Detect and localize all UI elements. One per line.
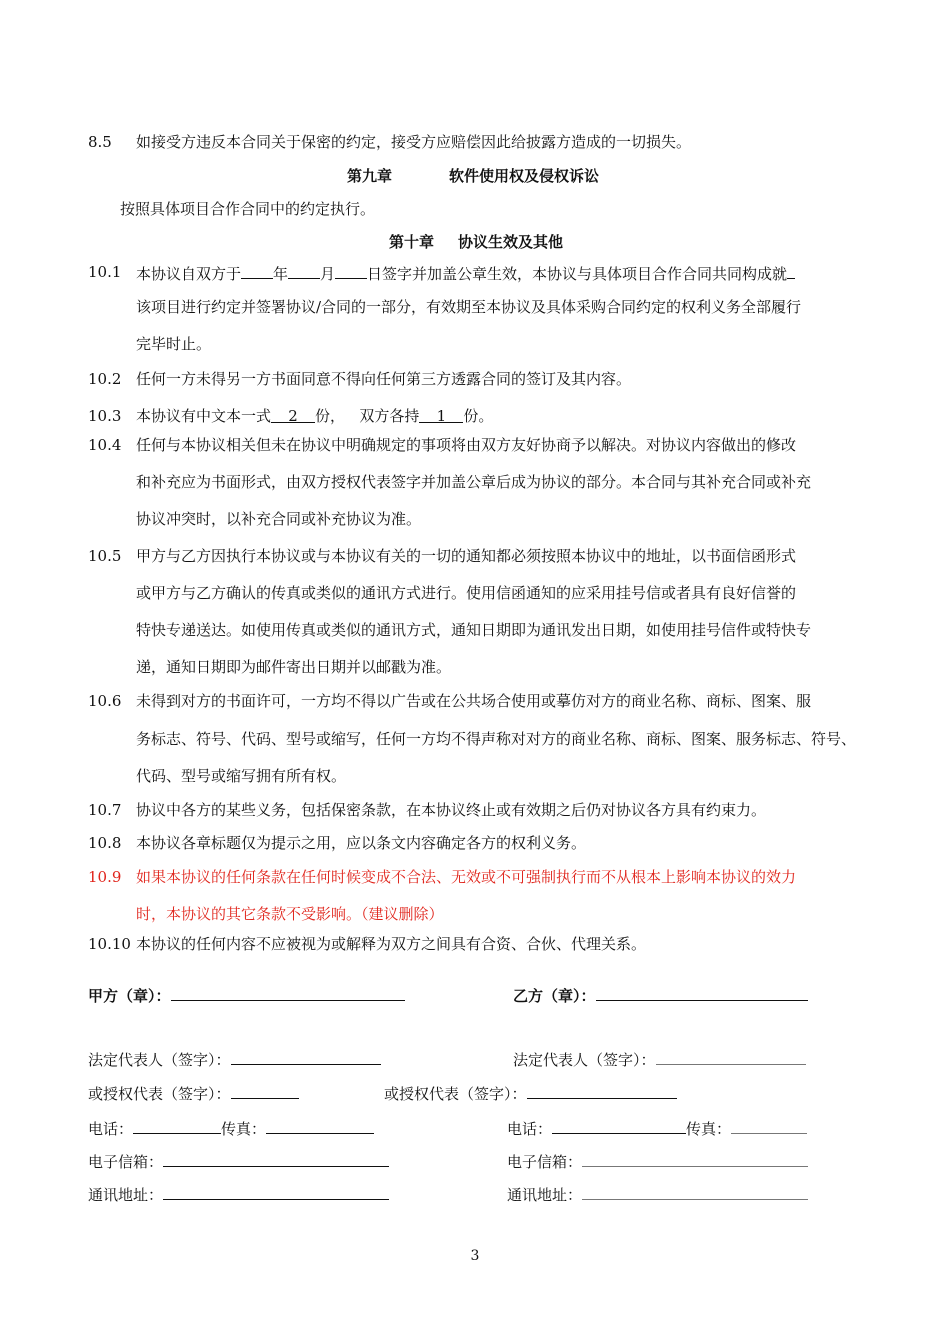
copies-each: 1 xyxy=(419,406,463,423)
clause-text-part: 日签字并加盖公章生效，本协议与具体项目合作合同共同构成就 xyxy=(367,265,788,283)
party-b-seal-field[interactable] xyxy=(596,985,808,1001)
clause-text: 协议冲突时，以补充合同或补充协议为准。 xyxy=(136,510,422,528)
party-b-legal-rep-field[interactable] xyxy=(656,1049,806,1065)
party-b-phone-field[interactable] xyxy=(552,1118,686,1134)
clause-text: 或甲方与乙方确认的传真或类似的通讯方式进行。使用信函通知的应采用挂号信或者具有良好信誉的 xyxy=(136,584,797,602)
party-b-phone-label: 电话： xyxy=(507,1120,553,1138)
party-a-legal-rep-label: 法定代表人（签字）： xyxy=(88,1051,231,1069)
party-a-seal-label: 甲方（章）： xyxy=(88,987,171,1005)
party-b-legal-rep-label: 法定代表人（签字）： xyxy=(513,1051,656,1069)
blank-month xyxy=(288,262,320,279)
clause-text: 未得到对方的书面许可，一方均不得以广告或在公共场合使用或摹仿对方的商业名称、商标、图案、服 xyxy=(136,692,812,710)
clause-text: 本协议各章标题仅为提示之用，应以条文内容确定各方的权利义务。 xyxy=(136,834,587,852)
page-number: 3 xyxy=(470,1248,480,1264)
party-b-seal-row xyxy=(513,985,808,1006)
clause-text: 协议中各方的某些义务，包括保密条款，在本协议终止或有效期之后仍对协议各方具有约束力。 xyxy=(136,801,767,819)
party-b-email-label: 电子信箱： xyxy=(507,1153,583,1171)
chapter-subtitle: 协议生效及其他 xyxy=(458,233,564,251)
chapter-body: 按照具体项目合作合同中的约定执行。 xyxy=(120,200,376,218)
party-a-legal-rep-field[interactable] xyxy=(231,1049,381,1065)
clause-text: 代码、型号或缩写拥有所有权。 xyxy=(136,767,347,785)
party-a-seal-row xyxy=(88,985,405,1006)
clause-number: 10.3 xyxy=(88,407,122,425)
party-a-email-label: 电子信箱： xyxy=(88,1153,164,1171)
clause-text-part: 本协议自双方于 xyxy=(136,265,242,283)
party-a-fax-field[interactable] xyxy=(266,1118,374,1134)
blank-trailing xyxy=(787,262,795,279)
clause-text: 如接受方违反本合同关于保密的约定，接受方应赔偿因此给披露方造成的一切损失。 xyxy=(136,133,692,151)
clause-text: 完毕时止。 xyxy=(136,335,212,353)
party-a-auth-rep-field[interactable] xyxy=(231,1083,299,1099)
party-a-email-row xyxy=(88,1151,389,1172)
party-a-fax-label: 传真： xyxy=(221,1120,267,1138)
party-a-phone-field[interactable] xyxy=(133,1118,221,1134)
clause-text xyxy=(136,262,795,284)
party-b-email-field[interactable] xyxy=(582,1151,808,1167)
party-b-auth-rep-field[interactable] xyxy=(527,1083,677,1099)
clause-text-part: 月 xyxy=(320,265,336,283)
clause-text-part: 本协议有中文本一式 xyxy=(136,407,272,425)
clause-text: 甲方与乙方因执行本协议或与本协议有关的一切的通知都必须按照本协议中的地址，以书面信函形式 xyxy=(136,547,797,565)
party-a-auth-rep-row xyxy=(88,1083,299,1104)
party-a-auth-rep-label: 或授权代表（签字）： xyxy=(88,1085,231,1103)
party-a-phone-label: 电话： xyxy=(88,1120,134,1138)
clause-text: 务标志、符号、代码、型号或缩写，任何一方均不得声称对对方的商业名称、商标、图案、服务标志、符号、 xyxy=(136,730,857,748)
party-a-address-field[interactable] xyxy=(163,1184,389,1200)
clause-number: 10.1 xyxy=(88,263,122,281)
party-b-fax-label: 传真： xyxy=(686,1120,732,1138)
clause-text-part: 份。 xyxy=(463,407,494,425)
party-b-address-label: 通讯地址： xyxy=(507,1186,583,1204)
clause-number: 10.6 xyxy=(88,692,122,710)
clause-text: 该项目进行约定并签署协议/合同的一部分，有效期至本协议及具体采购合同约定的权利义务全部履行 xyxy=(136,298,802,316)
party-b-legal-rep-row xyxy=(513,1049,806,1070)
blank-day xyxy=(335,262,367,279)
party-a-seal-field[interactable] xyxy=(171,985,405,1001)
party-b-seal-label: 乙方（章）： xyxy=(513,987,596,1005)
chapter-subtitle: 软件使用权及侵权诉讼 xyxy=(449,167,600,185)
clause-number: 8.5 xyxy=(88,133,112,151)
clause-text: 特快专递送达。如使用传真或类似的通讯方式，通知日期即为通讯发出日期，如使用挂号信件或特快专 xyxy=(136,621,812,639)
clause-text: 本协议的任何内容不应被视为或解释为双方之间具有合资、合伙、代理关系。 xyxy=(136,935,647,953)
clause-text-part: 双方各持 xyxy=(359,407,420,425)
party-a-address-label: 通讯地址： xyxy=(88,1186,164,1204)
clause-text: 和补充应为书面形式，由双方授权代表签字并加盖公章后成为协议的部分。本合同与其补充合同或补充 xyxy=(136,473,812,491)
clause-text: 递，通知日期即为邮件寄出日期并以邮戳为准。 xyxy=(136,658,452,676)
party-b-email-row xyxy=(507,1151,808,1172)
party-b-fax-field[interactable] xyxy=(731,1118,807,1134)
party-a-address-row xyxy=(88,1184,389,1205)
party-a-email-field[interactable] xyxy=(163,1151,389,1167)
party-b-address-row xyxy=(507,1184,808,1205)
clause-text: 任何一方未得另一方书面同意不得向任何第三方透露合同的签订及其内容。 xyxy=(136,370,632,388)
clause-text-part: 年 xyxy=(273,265,289,283)
clause-text-highlighted: 如果本协议的任何条款在任何时候变成不合法、无效或不可强制执行而不从根本上影响本协议的效力 xyxy=(136,868,797,886)
party-a-legal-rep-row xyxy=(88,1049,381,1070)
clause-number: 10.10 xyxy=(88,935,131,953)
clause-number-highlighted: 10.9 xyxy=(88,868,122,886)
party-b-auth-rep-row xyxy=(384,1083,677,1104)
party-b-auth-rep-label: 或授权代表（签字）： xyxy=(384,1085,527,1103)
party-b-address-field[interactable] xyxy=(582,1184,808,1200)
copies-total: 2 xyxy=(271,406,315,423)
clause-number: 10.4 xyxy=(88,436,122,454)
party-a-contact-row xyxy=(88,1118,374,1139)
clause-text-part: 份， xyxy=(315,407,346,425)
clause-text-highlighted: 时，本协议的其它条款不受影响。（建议删除） xyxy=(136,905,444,923)
chapter-title: 第十章 xyxy=(389,233,435,251)
clause-text: 任何与本协议相关但未在协议中明确规定的事项将由双方友好协商予以解决。对协议内容做出的修改 xyxy=(136,436,797,454)
clause-text xyxy=(136,406,493,426)
clause-number: 10.5 xyxy=(88,547,122,565)
clause-number: 10.2 xyxy=(88,370,122,388)
clause-number: 10.8 xyxy=(88,834,122,852)
chapter-title: 第九章 xyxy=(347,167,393,185)
party-b-contact-row xyxy=(507,1118,807,1139)
clause-number: 10.7 xyxy=(88,801,122,819)
blank-year xyxy=(241,262,273,279)
